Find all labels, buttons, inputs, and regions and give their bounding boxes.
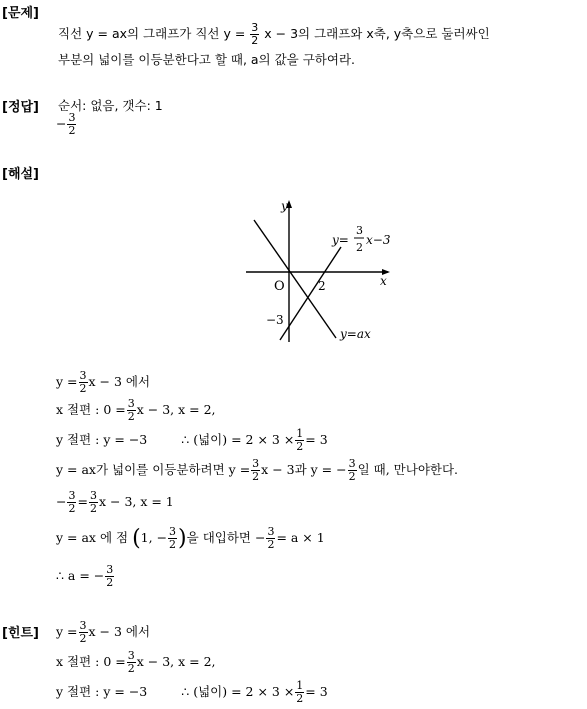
line1-label-n: 3 (356, 224, 363, 237)
exp-line-6: y = ax 에 점 (1, − $\frac{3}{2}$ )을 대입하면 − $\frac{3}{2}$ = a × 1 (56, 525, 325, 551)
x-axis-label: x (380, 274, 387, 288)
problem-label: [문제] (2, 6, 39, 21)
line2-label: y=ax (340, 327, 371, 341)
answer-value: − $\frac{3}{2}$ (56, 111, 76, 137)
hint-line-2: x 절편 : 0 = $\frac{3}{2}$ x − 3, x = 2, (56, 649, 216, 675)
fraction: $\frac{3}{2}$ (251, 21, 259, 47)
exp-line-1: y = $\frac{3}{2}$ x − 3 에서 (56, 369, 151, 395)
line1-label-d: 2 (356, 241, 363, 254)
problem-text: 직선 y = ax의 그래프가 직선 y = (58, 26, 246, 41)
problem-line-1 (58, 22, 490, 47)
line1-label-b: x−3 (366, 233, 391, 247)
problem-line-2: 부분의 넓이를 이등분한다고 할 때, a의 값을 구하여라. (58, 52, 355, 67)
line1-label-a: y= (332, 233, 349, 247)
answer-label: [정답] (2, 100, 39, 115)
answer-meta: 순서: 없음, 갯수: 1 (58, 98, 163, 113)
hint-label: [힌트] (2, 626, 39, 641)
x-intercept-label: 2 (318, 279, 326, 293)
exp-line-5: − $\frac{3}{2}$ = $\frac{3}{2}$ x − 3, x = 1 (56, 489, 174, 515)
hint-line-1: y = $\frac{3}{2}$ x − 3 에서 (56, 619, 151, 645)
hint-line-3: y 절편 : y = −3 ∴ (넓이) = 2 × 3 × $\frac{1}{2}$ = 3 (56, 679, 328, 705)
origin-label: O (274, 279, 285, 294)
explanation-label: [해설] (2, 167, 39, 182)
y-intercept-label: −3 (266, 313, 284, 327)
graph-figure (240, 190, 410, 350)
exp-line-2: x 절편 : 0 = $\frac{3}{2}$ x − 3, x = 2, (56, 397, 216, 423)
exp-line-4: y = ax가 넓이를 이등분하려면 y = $\frac{3}{2}$ x − 3과 y = − $\frac{3}{2}$ 일 때, 만나야한다. (56, 457, 459, 483)
y-axis-label: y (281, 199, 288, 213)
exp-line-3: y 절편 : y = −3 ∴ (넓이) = 2 × 3 × $\frac{1}{2}$ = 3 (56, 427, 328, 453)
exp-line-7: ∴ a = − $\frac{3}{2}$ (56, 563, 114, 589)
problem-text: x − 3의 그래프와 x축, y축으로 둘러싸인 (264, 26, 490, 41)
